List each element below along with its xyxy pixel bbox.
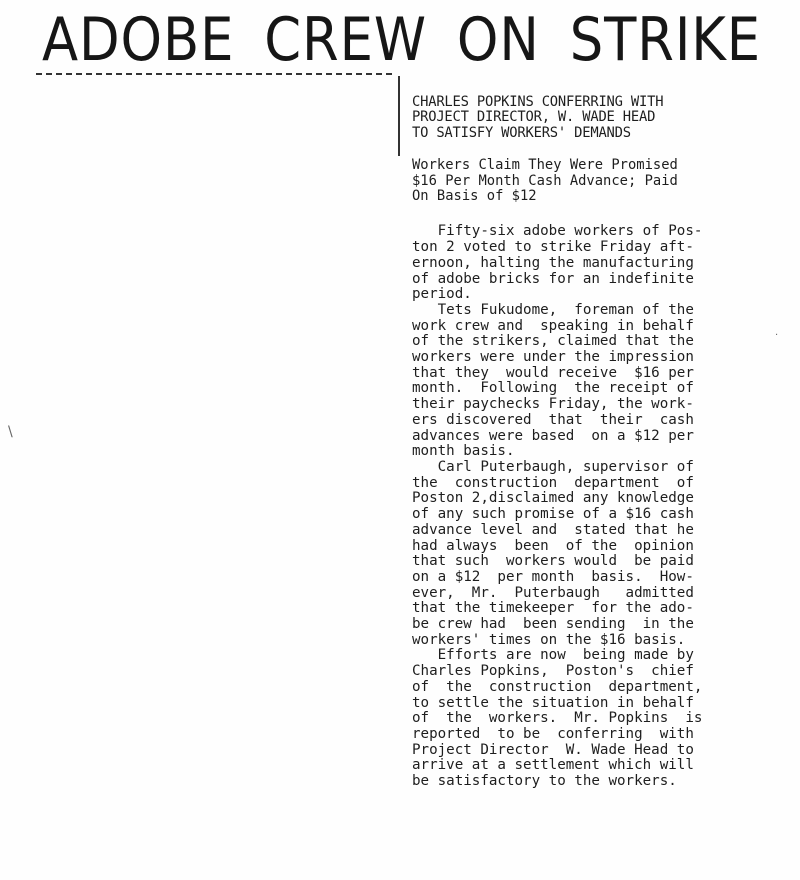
body-line: ton 2 voted to strike Friday aft- — [412, 239, 694, 256]
body-line: their paychecks Friday, the work- — [412, 396, 694, 413]
body-line: Poston 2,disclaimed any knowledge — [412, 490, 694, 507]
body-line: that the timekeeper for the ado- — [412, 600, 694, 617]
body-line: workers were under the impression — [412, 349, 694, 366]
body-line: to settle the situation in behalf — [412, 694, 694, 711]
body-line: had always been of the opinion — [412, 537, 694, 554]
body-line: workers' times on the $16 basis. — [412, 631, 686, 648]
body-line: advances were based on a $12 per — [412, 427, 694, 444]
body-line: of any such promise of a $16 cash — [412, 506, 694, 523]
deck-line: PROJECT DIRECTOR, W. WADE HEAD — [412, 109, 656, 126]
body-line: period. — [412, 286, 472, 303]
body-line: of adobe bricks for an indefinite — [412, 270, 694, 287]
column-divider-rule — [398, 76, 400, 156]
subdeck-line: On Basis of $12 — [412, 188, 537, 205]
body-line: arrive at a settlement which will — [412, 757, 694, 774]
article-body — [412, 224, 772, 789]
body-line: Carl Puterbaugh, supervisor of — [412, 458, 694, 475]
headline: ADOBE CREW ON STRIKE — [42, 5, 762, 75]
body-line: ernoon, halting the manufacturing — [412, 254, 694, 271]
body-line: advance level and stated that he — [412, 521, 694, 538]
subdeck — [412, 158, 772, 204]
body-line: work crew and speaking in behalf — [412, 317, 694, 334]
deck — [412, 95, 772, 141]
body-line: that they would receive $16 per — [412, 364, 694, 381]
body-line: Fifty-six adobe workers of Pos- — [412, 223, 703, 240]
body-line: ers discovered that their cash — [412, 411, 694, 428]
stray-mark: \ — [8, 424, 13, 440]
body-line: month. Following the receipt of — [412, 380, 694, 397]
body-line: month basis. — [412, 443, 515, 460]
body-line: Tets Fukudome, foreman of the — [412, 301, 694, 318]
subdeck-line: $16 Per Month Cash Advance; Paid — [412, 172, 678, 189]
stray-mark: · — [775, 330, 779, 341]
subdeck-line: Workers Claim They Were Promised — [412, 157, 678, 174]
headline-underline-rule — [36, 73, 392, 75]
body-line: Efforts are now being made by — [412, 647, 694, 664]
body-line: reported to be conferring with — [412, 725, 694, 742]
article-column — [412, 95, 772, 790]
body-line: be crew had been sending in the — [412, 616, 694, 633]
body-line: be satisfactory to the workers. — [412, 773, 677, 790]
body-line: Charles Popkins, Poston's chief — [412, 663, 694, 680]
deck-line: TO SATISFY WORKERS' DEMANDS — [412, 124, 631, 141]
body-line: ever, Mr. Puterbaugh admitted — [412, 584, 694, 601]
body-line: the construction department of — [412, 474, 694, 491]
body-line: Project Director W. Wade Head to — [412, 741, 694, 758]
body-line: of the construction department, — [412, 678, 703, 695]
body-line: that such workers would be paid — [412, 553, 694, 570]
body-line: of the strikers, claimed that the — [412, 333, 694, 350]
body-line: of the workers. Mr. Popkins is — [412, 710, 703, 727]
deck-line: CHARLES POPKINS CONFERRING WITH — [412, 94, 664, 110]
body-line: on a $12 per month basis. How- — [412, 568, 694, 585]
